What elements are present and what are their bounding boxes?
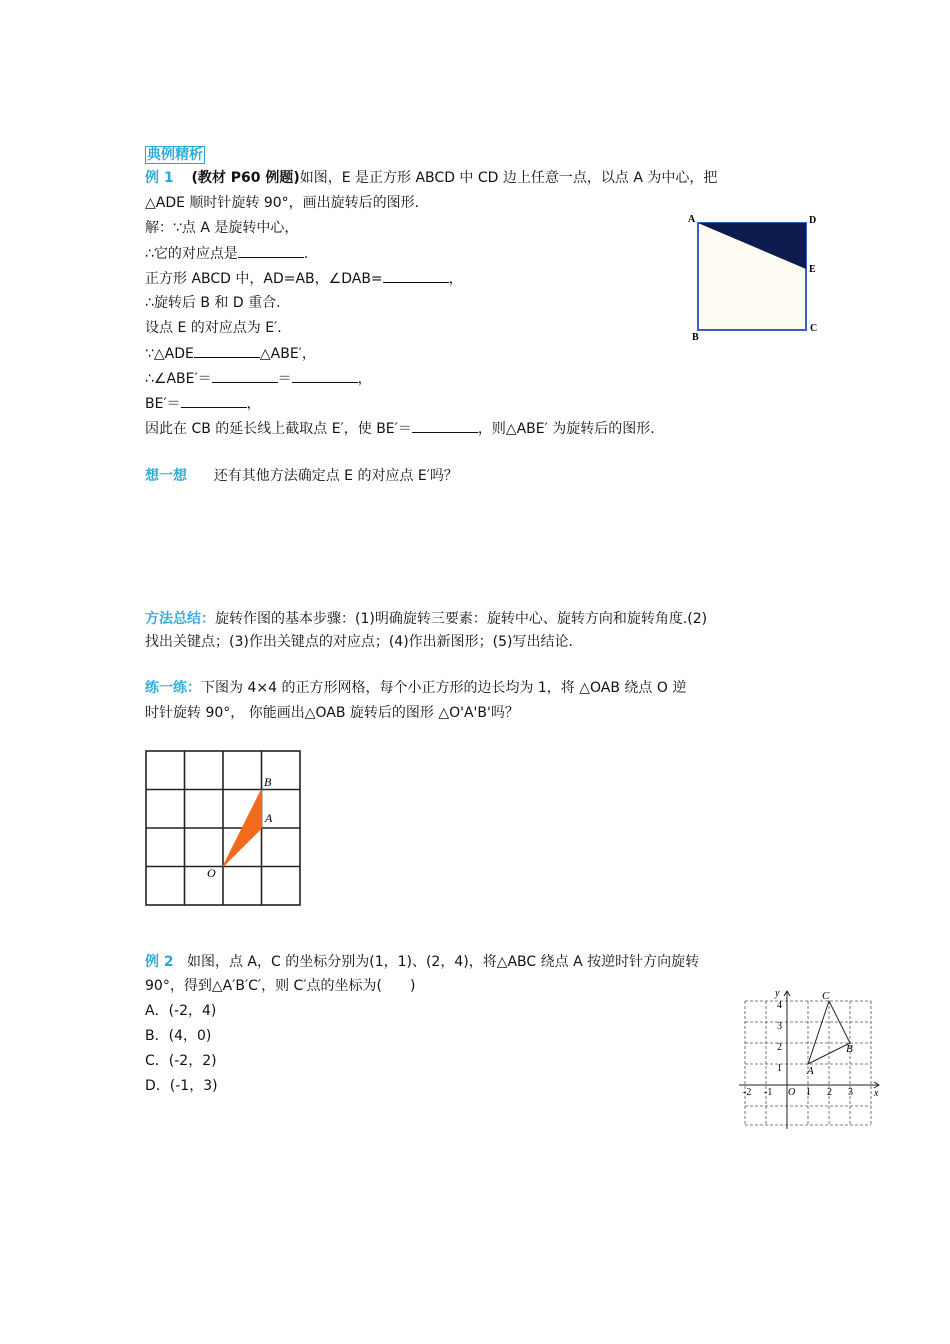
method-line1: 方法总结：旋转作图的基本步骤：(1)明确旋转三要素：旋转中心、旋转方向和旋转角度.(2) [145,611,708,627]
grid-lines [146,751,300,905]
axis-y-label: y [775,988,780,999]
option-b: B．(4，0) [145,1028,212,1044]
label-e: E [809,264,816,275]
ex2-label: 例 2 [145,954,174,970]
sol-line-9: 因此在 CB 的延长线上截取点 E′，使 BE′＝ ，则△ABE′ 为旋转后的图形. [145,418,655,439]
ex2-line1: 例 2 如图，点 A，C 的坐标分别为(1，1)、(2，4)，将△ABC 绕点 A 按逆时针方向旋转 [145,954,700,970]
sol-line-3: 正方形 ABCD 中，AD=AB，∠DAB= ， [145,268,463,289]
label-a: A [265,811,273,825]
option-a: A．(-2，4) [145,1003,217,1019]
svg-text:-2: -2 [743,1087,752,1098]
svg-text:2: 2 [777,1042,782,1053]
practice-label: 练一练： [145,680,201,696]
svg-text:3: 3 [777,1021,782,1032]
label-b: B [264,775,272,789]
ex1-source: (教材 P60 例题) [191,170,300,186]
origin-label: O [788,1087,796,1098]
practice-line1: 练一练：下图为 4×4 的正方形网格，每个小正方形的边长均为 1，将 △OAB 绕点 O 逆 [145,680,687,696]
sol-line-8: BE′＝ ， [145,393,261,414]
section-title: 典例精析 [147,147,203,163]
svg-text:2: 2 [827,1087,832,1098]
y-tick-labels [777,1000,782,1074]
sol-line-1: 解：∵点 A 是旋转中心， [145,220,299,236]
ex1-stem-line2: △ADE 顺时针旋转 90°，画出旋转后的图形. [145,195,420,211]
svg-text:1: 1 [806,1087,811,1098]
label-c: C [810,323,818,334]
think-line: 想一想 还有其他方法确定点 E 的对应点 E′吗？ [145,468,458,484]
sol-line-6: ∵△ADE △ABE′， [145,343,316,364]
option-c: C．(-2，2) [145,1053,217,1069]
x-tick-labels [743,1087,853,1098]
ex1-label: 例 1 [145,170,174,186]
point-b-label: B [846,1043,853,1055]
ex2-line2: 90°，得到△A′B′C′，则 C′点的坐标为( ) [145,978,416,994]
method-line2: 找出关键点；(3)作出关键点的对应点；(4)作出新图形；(5)写出结论. [145,634,573,650]
sol-line-4: ∴旋转后 B 和 D 重合. [145,295,281,311]
svg-text:3: 3 [848,1087,853,1098]
coordinate-figure [735,985,885,1133]
ex1-stem-line1: 例 1 (教材 P60 例题)如图，E 是正方形 ABCD 中 CD 边上任意一点，以点 A 为中心，把 [145,170,718,186]
sol-line-2: ∴它的对应点是 . [145,243,308,264]
label-a: A [688,214,696,225]
square-figure [685,210,825,345]
think-label: 想一想 [145,468,187,484]
svg-text:1: 1 [777,1063,782,1074]
grid-figure [140,745,310,913]
method-label: 方法总结： [145,611,215,627]
axis-x-label: x [874,1088,879,1099]
point-a-label: A [807,1065,814,1077]
label-b: B [692,332,699,343]
svg-text:4: 4 [777,1000,782,1011]
point-c-label: C [822,990,830,1002]
label-o: O [207,866,216,880]
label-d: D [809,215,817,226]
practice-line2: 时针旋转 90°， 你能画出△OAB 旋转后的图形 △O'A'B'吗？ [145,705,519,721]
sol-line-7: ∴∠ABE′＝ ＝ ， [145,368,372,389]
option-d: D．(-1，3) [145,1078,218,1094]
svg-text:-1: -1 [764,1087,773,1098]
sol-line-5: 设点 E 的对应点为 E′. [145,320,282,336]
